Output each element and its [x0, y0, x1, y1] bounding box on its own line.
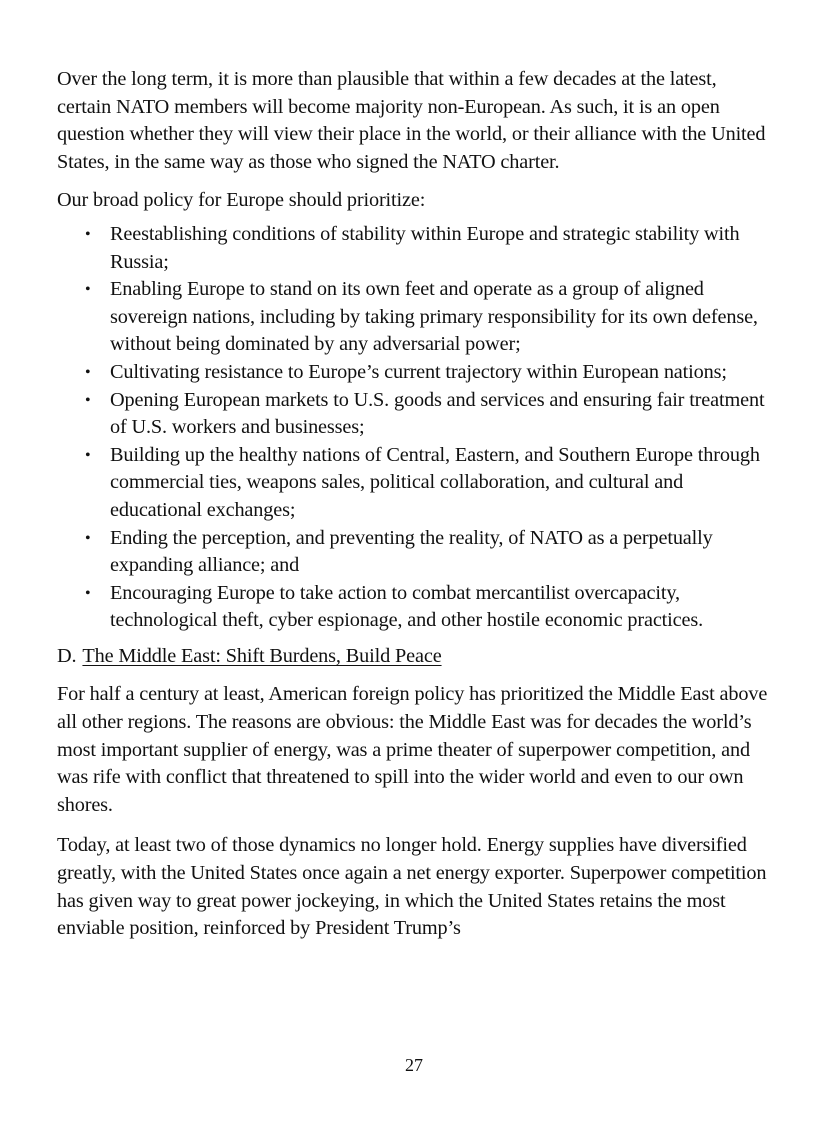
paragraph-middle-east-today: Today, at least two of those dynamics no longer hold. Energy supplies have diversified greatly, with the United States once again a net energy exporter. Superpower competition has given way to great power jockeying, in which the United States retains the most enviable position, reinforced by President Trump’s [57, 834, 767, 940]
list-item-text: Reestablishing conditions of stability within Europe and strategic stability with Russia; [110, 222, 740, 273]
list-item [57, 221, 769, 276]
list-item [57, 442, 769, 525]
list-item [57, 276, 769, 359]
europe-priorities-list [57, 221, 769, 635]
section-title: The Middle East: Shift Burdens, Build Peace [82, 644, 442, 667]
list-item [57, 525, 769, 580]
list-item-text: Cultivating resistance to Europe’s current trajectory within European nations; [110, 360, 727, 383]
list-item-text: Opening European markets to U.S. goods and services and ensuring fair treatment of U.S. workers and businesses; [110, 388, 765, 439]
list-item-text: Encouraging Europe to take action to combat mercantilist overcapacity, technological theft, cyber espionage, and other hostile economic practices. [110, 581, 704, 632]
paragraph-europe-policy-intro: Our broad policy for Europe should prioritize: [57, 189, 426, 212]
bullet-icon: • [85, 225, 91, 243]
section-letter: D. [57, 644, 77, 667]
section-heading [57, 643, 769, 671]
list-item-text: Ending the perception, and preventing the reality, of NATO as a perpetually expanding alliance; and [110, 526, 713, 577]
bullet-icon: • [85, 446, 91, 464]
list-item [57, 387, 769, 442]
bullet-icon: • [85, 281, 91, 299]
list-item-text: Enabling Europe to stand on its own feet and operate as a group of aligned sovereign nations, including by taking primary responsibility for its own defense, without being dominated by any adversarial power; [110, 278, 758, 356]
page-number: 27 [405, 1055, 423, 1075]
paragraph-nato-demographics: Over the long term, it is more than plausible that within a few decades at the latest, certain NATO members will become majority non-European. As such, it is an open question whether they will view their place in the world, or their alliance with the United States, in the same way as those who signed the NATO charter. [57, 68, 766, 173]
list-item [57, 359, 769, 387]
list-item [57, 580, 769, 635]
document-page [57, 66, 769, 943]
bullet-icon: • [85, 529, 91, 547]
paragraph-middle-east-history: For half a century at least, American foreign policy has prioritized the Middle East above all other regions. The reasons are obvious: the Middle East was for decades the world’s most important supplier of energy, was a prime theater of superpower competition, and was rife with conflict that threatened to spill into the wider world and even to our own shores. [57, 683, 768, 816]
bullet-icon: • [85, 363, 91, 381]
bullet-icon: • [85, 584, 91, 602]
list-item-text: Building up the healthy nations of Central, Eastern, and Southern Europe through commercial ties, weapons sales, political collaboration, and cultural and educational exchanges; [110, 443, 760, 521]
bullet-icon: • [85, 391, 91, 409]
